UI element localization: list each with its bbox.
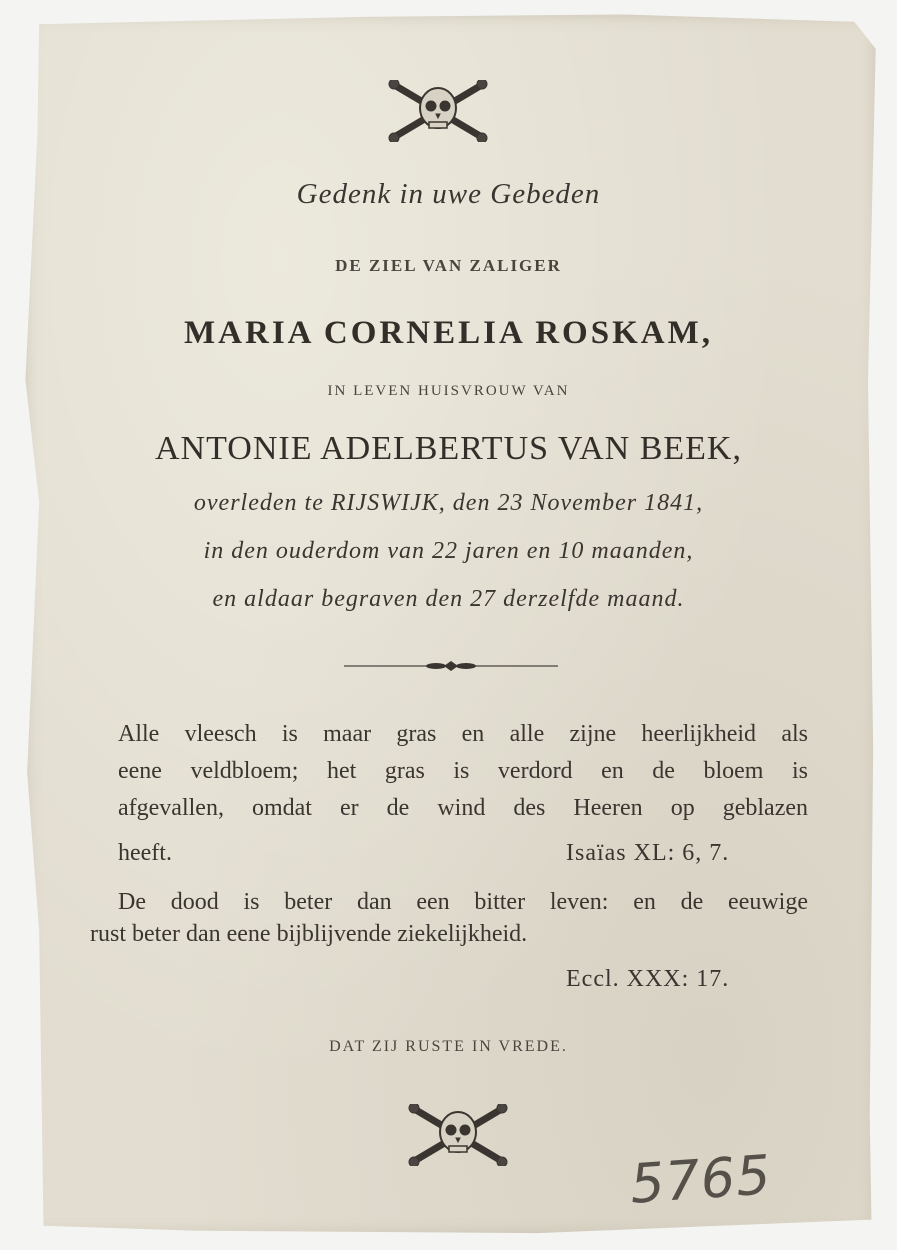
verse-last-line: heeft. xyxy=(118,840,172,866)
verse-reference-isaias: Isaïas XL: 6, 7. xyxy=(566,840,730,866)
age-line: in den ouderdom van 22 jaren en 10 maanden, xyxy=(203,538,694,564)
handwritten-number: 5765 xyxy=(627,1143,774,1216)
verse-line: afgevallen, omdat er de wind des Heeren op geblazen xyxy=(118,795,808,821)
verse-ecclesiasticus xyxy=(118,884,808,921)
death-line: overleden te RIJSWIJK, den 23 November 1841, xyxy=(193,490,704,516)
skull-crossbones-icon xyxy=(388,80,488,142)
skull-crossbones-icon xyxy=(408,1104,508,1166)
soul-line: DE ZIEL VAN ZALIGER xyxy=(335,256,562,275)
burial-line: en aldaar begraven den 27 derzelfde maand. xyxy=(212,586,685,612)
verse-line: De dood is beter dan een bitter leven: en de eeuwige xyxy=(118,889,808,915)
verse-line: Alle vleesch is maar gras en alle zijne heerlijkheid als xyxy=(118,721,808,747)
prayer-line: Gedenk in uwe Gebeden xyxy=(296,178,601,210)
closing-line: DAT ZIJ RUSTE IN VREDE. xyxy=(329,1038,568,1055)
verse-line: eene veldbloem; het gras is verdord en de bloem is xyxy=(118,758,808,784)
spouse-intro-line: IN LEVEN HUISVROUW VAN xyxy=(327,383,570,399)
verse-last-line: rust beter dan eene bijblijvende ziekelijkheid. xyxy=(90,921,528,947)
spouse-name: ANTONIE ADELBERTUS VAN BEEK, xyxy=(155,430,742,467)
divider-ornament-icon xyxy=(344,659,558,673)
deceased-name: MARIA CORNELIA ROSKAM, xyxy=(184,315,713,351)
verse-reference-eccl: Eccl. XXX: 17. xyxy=(566,966,730,992)
verse-isaias xyxy=(118,716,808,827)
